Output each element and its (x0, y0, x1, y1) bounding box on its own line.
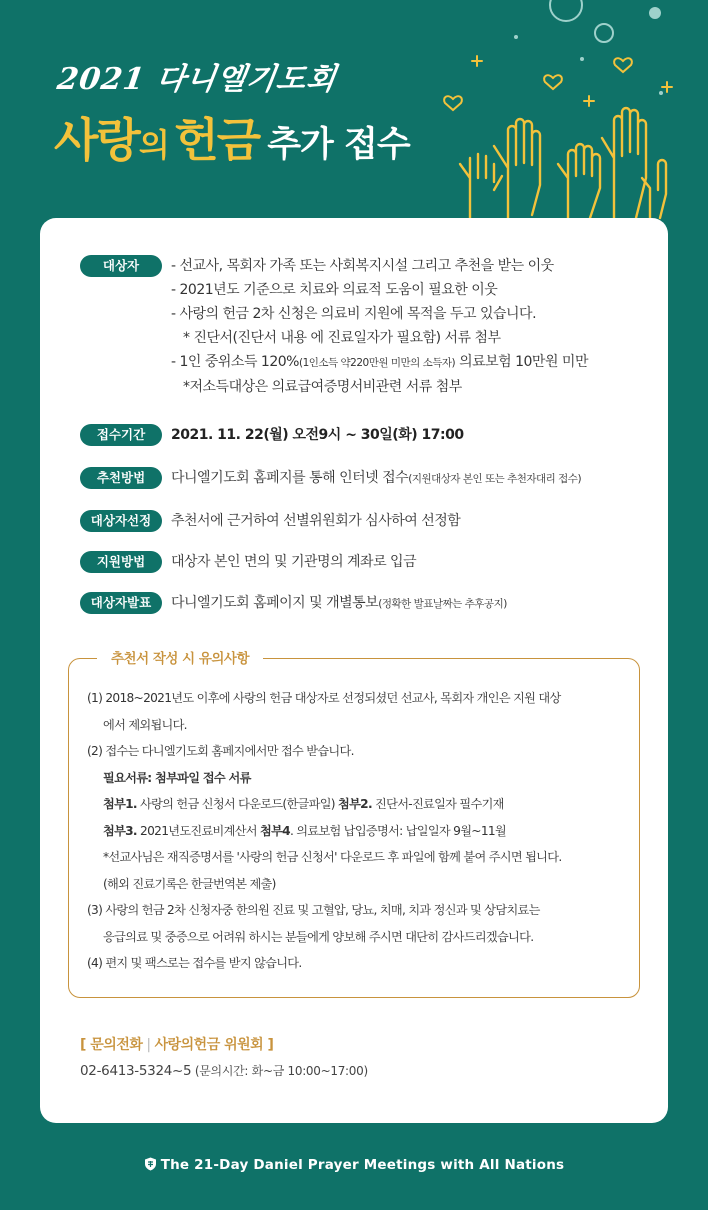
shield-logo-icon (144, 1157, 157, 1171)
plus-icon (662, 82, 672, 92)
selection-text: 추천서에 근거하여 선별위원회가 심사하여 선정함 (171, 513, 461, 529)
contact-title (80, 1034, 368, 1054)
info-row-target (80, 254, 588, 399)
notice-title: 추천서 작성 시 유의사항 (97, 647, 263, 667)
contact-phone (80, 1062, 368, 1079)
target-line (171, 350, 588, 375)
notice-box (68, 651, 640, 998)
contact-section (80, 1034, 368, 1079)
target-line: - 사랑의 헌금 2차 신청은 의료비 지원에 목적을 두고 있습니다. (171, 306, 537, 322)
label-badge: 대상자발표 (80, 592, 162, 614)
footer-text: The 21-Day Daniel Prayer Meetings with All Nations (160, 1157, 565, 1173)
circle-icon (649, 7, 661, 19)
notice-line: (2) 접수는 다니엘기도회 홈페지에서만 접수 받습니다. (87, 744, 354, 758)
target-line: - 2021년도 기준으로 치료와 의료적 도움이 필요한 이웃 (171, 282, 498, 298)
circle-icon (550, 0, 582, 21)
income-text: - 1인 중위소득 120% (171, 354, 299, 370)
attachment-text: 2021년도진료비계산서 (136, 823, 261, 838)
period-text: 2021. 11. 22(월) 오전9시 ~ 30일(화) 17:00 (171, 427, 464, 443)
method-main: 다니엘기도회 홈페지를 통해 인터넷 접수 (171, 470, 409, 486)
income-note: (1인소득 약220만원 미만의 소득자) (298, 357, 456, 369)
notice-line: (3) 사랑의 헌금 2차 신청자중 한의원 진료 및 고혈압, 당뇨, 치매, 치과 정신과 및 상담치료는 (87, 903, 540, 917)
plus-icon (584, 96, 594, 106)
heart-icon (544, 75, 562, 89)
method-note: (지원대상자 본인 또는 추천자대리 접수) (408, 473, 582, 485)
dot-icon (659, 91, 663, 95)
notice-body (87, 685, 562, 977)
attachment-label: 첨부4 (260, 823, 290, 838)
title-part2: 헌금 (174, 113, 260, 167)
title-particle: 의 (138, 126, 169, 164)
notice-line: 응급의료 및 중증으로 어려워 하시는 분들에게 양보해 주시면 대단히 감사드리겠습니다. (103, 929, 534, 944)
info-row-support (80, 550, 416, 574)
content-card (40, 218, 668, 1123)
page-title (54, 104, 410, 170)
dot-icon (514, 35, 518, 39)
notice-line (87, 818, 562, 845)
attachment-label: 첨부1. (103, 797, 137, 811)
raised-hands-icon (460, 108, 666, 218)
label-badge: 접수기간 (80, 424, 162, 446)
plus-icon (472, 56, 482, 66)
title-part3: 추가 접수 (267, 125, 410, 165)
notice-line: (4) 편지 및 팩스로는 접수를 받지 않습니다. (87, 956, 302, 970)
announcement-note: (정확한 발표날짜는 추후공지) (378, 598, 507, 610)
footer (0, 1157, 708, 1173)
notice-line (87, 791, 562, 818)
announcement-text (171, 591, 507, 616)
title-part1: 사랑 (54, 113, 139, 167)
support-text: 대상자 본인 면의 및 기관명의 계좌로 입금 (171, 554, 417, 570)
target-line: *저소득대상은 의료급여증명서비관련 서류 첨부 (183, 379, 462, 395)
notice-line: (해외 진료기록은 한글번역본 제출) (103, 876, 276, 891)
info-row-method (80, 466, 581, 491)
attachment-text: 진단서-진료일자 필수기재 (371, 797, 504, 811)
phone-number[interactable]: 02-6413-5324~5 (80, 1063, 192, 1079)
label-badge: 추천방법 (80, 467, 162, 489)
info-row-period (80, 423, 464, 447)
heart-icon (614, 58, 632, 72)
notice-line: (1) 2018~2021년도 이후에 사랑의 헌금 대상자로 선정되셨던 선교사, 목회자 개인은 지원 대상 (87, 691, 561, 705)
label-badge: 대상자선정 (80, 510, 162, 532)
target-line: - 선교사, 목회자 가족 또는 사회복지시설 그리고 추천을 받는 이웃 (171, 258, 554, 274)
contact-separator: | (146, 1037, 151, 1053)
attachment-text: 사랑의 헌금 신청서 다운로드(한글파일) (136, 797, 339, 811)
heart-icon (444, 96, 462, 110)
attachment-label: 첨부2. (338, 797, 372, 811)
contact-label-close: 사랑의헌금 위원회 ] (154, 1037, 274, 1053)
dot-icon (580, 57, 584, 61)
attachment-label: 첨부3. (103, 823, 137, 838)
header (0, 0, 708, 220)
info-row-announcement (80, 591, 507, 616)
script-title: 2021 다니엘기도회 (55, 62, 339, 97)
contact-hours: (문의시간: 화~금 10:00~17:00) (191, 1064, 368, 1078)
target-line: * 진단서(진단서 내용 에 진료일자가 필요함) 서류 첨부 (183, 330, 501, 346)
notice-line: 필요서류: 첨부파일 접수 서류 (103, 770, 251, 785)
method-text (171, 466, 581, 491)
label-badge: 지원방법 (80, 551, 162, 573)
circle-icon (595, 24, 613, 42)
contact-label-open: [ 문의전화 (80, 1037, 143, 1053)
label-badge: 대상자 (80, 255, 162, 277)
notice-line: *선교사님은 재직증명서를 '사랑의 헌금 신청서' 다운로드 후 파일에 함께 붙여 주시면 됩니다. (103, 850, 562, 864)
info-row-selection (80, 509, 460, 533)
announcement-main: 다니엘기도회 홈페이지 및 개별통보 (171, 595, 379, 611)
insurance-text: 의료보험 10만원 미만 (455, 354, 588, 370)
notice-line: 에서 제외됩니다. (103, 717, 187, 732)
target-description (171, 254, 588, 399)
attachment-text: . 의료보험 납입증명서: 납일일자 9월~11월 (289, 823, 507, 838)
